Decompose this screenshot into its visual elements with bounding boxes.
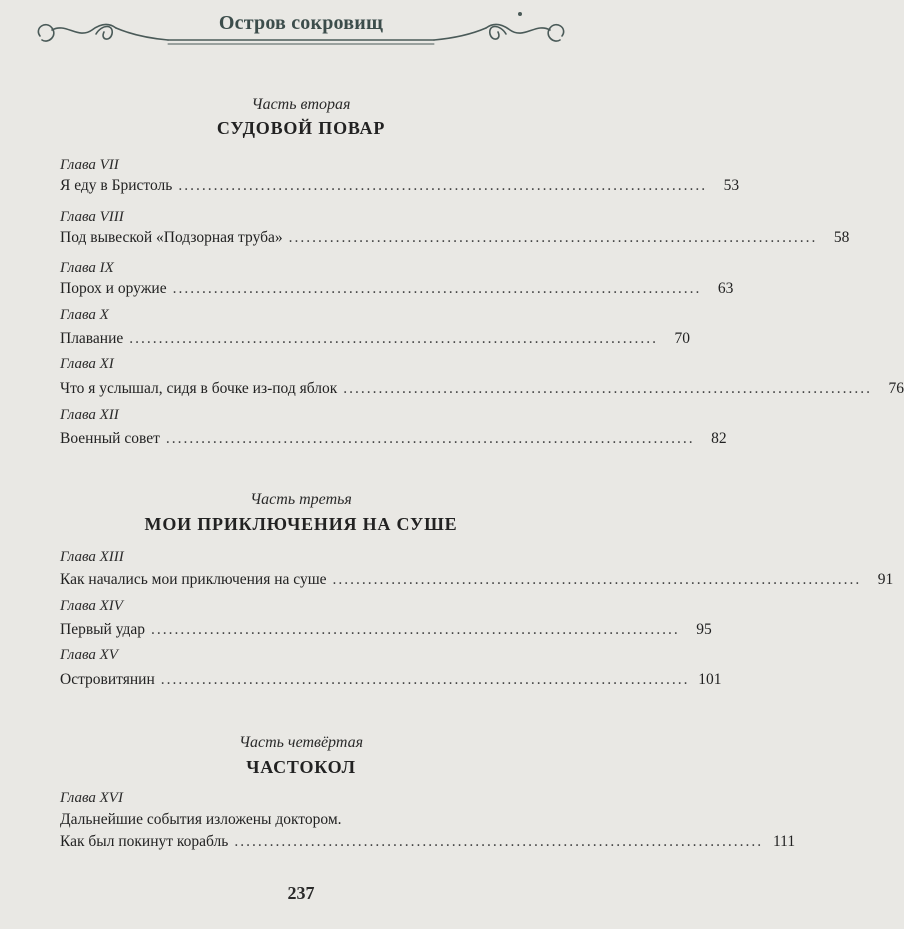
page-number: 63	[717, 280, 734, 297]
chapter-title: Как был покинут корабль	[60, 833, 229, 850]
toc-entry[interactable]	[60, 571, 894, 593]
chapter-title: Военный совет	[60, 430, 160, 447]
footer-page-number: 237	[287, 883, 315, 903]
part-title: СУДОВОЙ ПОВАР	[216, 118, 386, 138]
dot-leader: ..........................................................................................	[288, 229, 818, 246]
dot-leader: ..........................................................................................	[172, 280, 702, 297]
running-header	[0, 0, 602, 60]
dot-leader: ..........................................................................................	[129, 330, 659, 347]
dot-leader: ..........................................................................................	[178, 177, 708, 194]
part-title: МОИ ПРИКЛЮЧЕНИЯ НА СУШЕ	[144, 514, 458, 534]
toc-entry[interactable]	[60, 671, 722, 693]
dot-leader: ..........................................................................................	[165, 430, 695, 447]
page-number: 91	[877, 571, 894, 588]
toc-entry[interactable]	[60, 330, 691, 352]
chapter-label: Глава XII	[60, 407, 119, 423]
part-label: Часть третья	[250, 491, 352, 508]
page-number: 111	[772, 833, 796, 850]
chapter-label: Глава VII	[60, 157, 119, 173]
chapter-label: Глава VIII	[60, 209, 124, 225]
chapter-label: Глава XIV	[60, 598, 123, 614]
page-number: 76	[888, 380, 904, 397]
part-label: Часть четвёртая	[238, 734, 364, 751]
chapter-label: Глава XIII	[60, 549, 124, 565]
chapter-title-line1[interactable]: Дальнейшие события изложены доктором.	[60, 811, 342, 828]
page-number: 82	[711, 430, 727, 447]
toc-entry[interactable]	[60, 621, 712, 643]
toc-entry[interactable]	[60, 177, 740, 199]
page-number: 101	[698, 671, 722, 688]
chapter-label: Глава XVI	[60, 790, 123, 806]
chapter-title: Первый удар	[60, 621, 146, 638]
book-title: Остров сокровищ	[218, 12, 384, 34]
chapter-title: Островитянин	[60, 671, 155, 688]
chapter-label: Глава X	[60, 307, 109, 323]
dot-leader: ..........................................................................................	[160, 671, 690, 688]
chapter-title: Порох и оружие	[60, 280, 167, 297]
dot-leader: ..........................................................................................	[151, 621, 680, 638]
toc-entry[interactable]	[60, 430, 727, 452]
chapter-title: Под вывеской «Подзорная труба»	[60, 229, 283, 246]
chapter-title: Что я услышал, сидя в бочке из-под яблок	[60, 380, 338, 397]
toc-entry[interactable]	[60, 280, 734, 302]
chapter-label: Глава XI	[60, 356, 114, 372]
chapter-title: Плавание	[60, 330, 124, 347]
chapter-title: Я еду в Бристоль	[60, 177, 173, 194]
toc-entry[interactable]	[60, 833, 796, 855]
toc-entry[interactable]	[60, 380, 904, 402]
dot-leader: ..........................................................................................	[343, 380, 873, 397]
part-label: Часть вторая	[251, 96, 351, 113]
dot-leader: ..........................................................................................	[332, 571, 862, 588]
dot-leader: ..........................................................................................	[234, 833, 764, 850]
part-title: ЧАСТОКОЛ	[246, 757, 356, 777]
page-number: 58	[833, 229, 850, 246]
chapter-label: Глава XV	[60, 647, 118, 663]
chapter-label: Глава IX	[60, 260, 114, 276]
page-number: 53	[723, 177, 740, 194]
page-number: 70	[674, 330, 691, 347]
toc-entry[interactable]	[60, 229, 850, 251]
chapter-title: Как начались мои приключения на суше	[60, 571, 327, 588]
page-number: 95	[696, 621, 712, 638]
